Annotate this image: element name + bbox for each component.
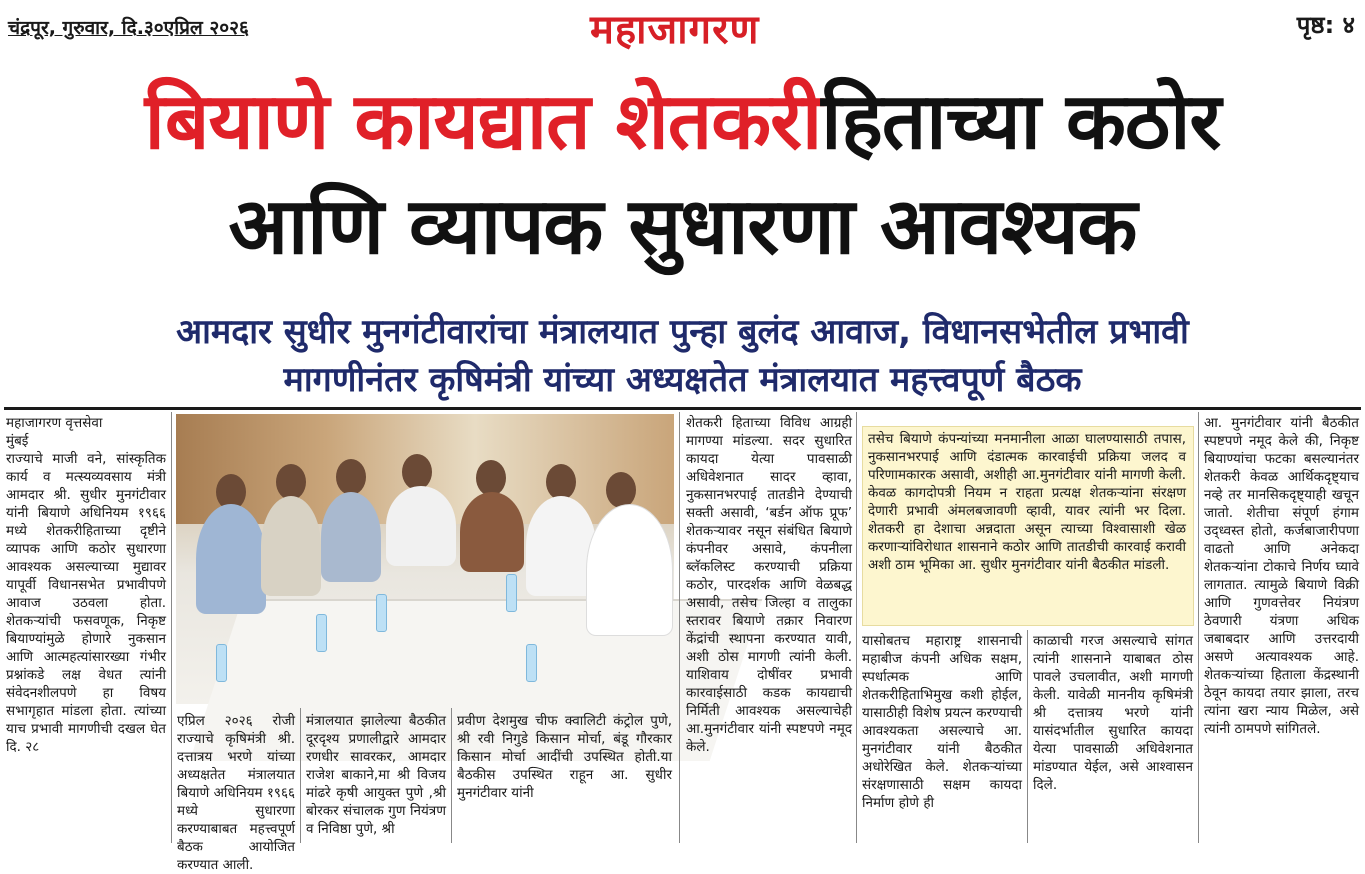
page-number: पृष्ठ: ४ — [1296, 11, 1355, 39]
photo-bottle — [506, 574, 517, 612]
column-divider — [1027, 630, 1028, 843]
column-1-text: राज्याचे माजी वने, सांस्कृतिक कार्य व मत्स्यव्यवसाय मंत्री आमदार श्री. सुधीर मुनगंटीवार यांनी बियाणे अधिनियम १९६६ मध्ये शेतकरीहिताच्या दृष्टीने व्यापक आणि कठोर सुधारणा आवश्यक असल्याच्या मुद्यावर यापूर्वी विधानसभेत प्रभावीपणे आवाज उठवला होता. शेतकऱ्यांची फसवणूक, निकृष्ट बियाण्यांमुळे होणारे नुकसान आणि आत्महत्यांसारख्या गंभीर प्रश्नांकडे लक्ष वेधत त्यांनी संवेदनशीलपणे हा विषय सभागृहात मांडला होता. त्यांच्या याच प्रभावी मागणीची दखल घेत दि. २८ — [6, 451, 166, 755]
column-2-text: एप्रिल २०२६ रोजी राज्याचे कृषिमंत्री श्री. दत्तात्रय भरणे यांच्या अध्यक्षतेत मंत्रालयात बियाणे अधिनियम १९६६ मध्ये सुधारणा करण्याबाबत महत्त्वपूर्ण बैठक आयोजित करण्यात आली. — [177, 713, 295, 873]
photo-person-body — [386, 486, 456, 566]
photo-bottle — [526, 644, 537, 682]
column-divider — [679, 412, 680, 843]
column-7-text: काळाची गरज असल्याचे सांगत त्यांनी शासनाने याबाबत ठोस पावले उचलावीत, अशी मागणी केली. यावेळी माननीय कृषिमंत्री श्री दत्तात्रय भरणे यांनी यासंदर्भातील सुधारित कायदा येत्या पावसाळी अधिवेशनात मांडण्यात येईल, असे आश्वासन दिले. — [1033, 633, 1193, 793]
photo-person-body — [460, 492, 524, 572]
column-divider — [300, 708, 301, 843]
photo-bottle — [216, 644, 227, 682]
column-divider — [856, 412, 857, 843]
column-5-text: शेतकरी हिताच्या विविध आग्रही मागण्या मांडल्या. सदर सुधारित कायदा येत्या पावसाळी अधिवेशनात सादर व्हावा, नुकसानभरपाई तातडीने देण्याची सक्ती असावी, ‘बर्डन ऑफ प्रूफ’ शेतकऱ्यावर नसून संबंधित बियाणे कंपनीवर असावे, कंपनीला ब्लॅकलिस्ट करण्याची प्रक्रिया कठोर, पारदर्शक आणि वेळबद्ध असावी, तसेच जिल्हा व तालुका स्तरावर बियाणे तक्रार निवारण केंद्रांची स्थापना करण्यात यावी, अशी ठोस मागणी त्यांनी केली. याशिवाय दोषींवर प्रभावी कारवाईसाठी कडक कायद्याची निर्मिती आवश्यक असल्याचेही आ.मुनगंटीवार यांनी स्पष्टपणे नमूद केले. — [686, 415, 852, 755]
photo-person-body — [586, 504, 673, 636]
newspaper-title: महाजागरण — [590, 6, 760, 53]
photo-person — [276, 464, 306, 500]
article-column-5 — [686, 414, 852, 844]
highlight-text: तसेच बियाणे कंपन्यांच्या मनमानीला आळा घालण्यासाठी तपास, नुकसानभरपाई आणि दंडात्मक कारवाईची प्रक्रिया जलद व परिणामकारक असावी, अशीही आ.मुनगंटीवार यांनी मागणी केली. केवळ कागदोपत्री नियम न राहता प्रत्यक्ष शेतकऱ्यांना संरक्षण देणारी प्रभावी अंमलबजावणी व्हावी, यावर त्यांनी भर दिला. शेतकरी हा देशाचा अन्नदाता असून त्याच्या विश्वासाशी खेळ करणाऱ्यांविरोधात शासनाने कठोर आणि तातडीची कारवाई करावी अशी ठाम भूमिका आ. सुधीर मुनगंटीवार यांनी बैठकीत मांडली. — [868, 431, 1186, 573]
headline-line-1 — [0, 72, 1365, 172]
photo-person — [336, 459, 366, 495]
column-6-text: यासोबतच महाराष्ट्र शासनाची महाबीज कंपनी अधिक सक्षम, स्पर्धात्मक आणि शेतकरीहिताभिमुख कशी होईल, यासाठीही विशेष प्रयत्न करण्याची आवश्यकता असल्याचे आ. मुनगंटीवार यांनी बैठकीत अधोरेखित केले. शेतकऱ्यांच्या संरक्षणासाठी सक्षम कायदा निर्माण होणे ही — [862, 633, 1022, 811]
article-column-6 — [862, 632, 1022, 844]
headline-red-text: बियाणे कायद्यात शेतकरी — [144, 77, 822, 167]
photo-person-body — [196, 504, 266, 614]
highlight-text-box — [868, 430, 1186, 620]
headline-black-text: हिताच्या कठोर — [821, 77, 1221, 167]
column-8-text: आ. मुनगंटीवार यांनी बैठकीत स्पष्टपणे नमूद केले की, निकृष्ट बियाण्यांचा फटका बसल्यानंतर शेतकरी केवळ आर्थिकदृष्ट्याच नव्हे तर मानसिकदृष्ट्याही खचून जातो. शेतीचा संपूर्ण हंगाम उद्ध्वस्त होतो, कर्जबाजारीपणा वाढतो आणि अनेकदा शेतकऱ्यांना टोकाचे निर्णय घ्यावे लागतात. त्यामुळे बियाणे विक्री आणि गुणवत्तेवर नियंत्रण ठेवणारी यंत्रणा अधिक जबाबदार आणि उत्तरदायी असणे अत्यावश्यक आहे. शेतकऱ्यांच्या हिताला केंद्रस्थानी ठेवून कायदा तयार झाला, तरच त्यांना खरा न्याय मिळेल, असे त्यांनी ठामपणे सांगितले. — [1204, 415, 1359, 737]
subheadline-line-2: मागणीनंतर कृषिमंत्री यांच्या अध्यक्षतेत मंत्रालयात महत्त्वपूर्ण बैठक — [283, 360, 1082, 400]
photo-bottle — [376, 594, 387, 632]
column-divider — [1198, 412, 1199, 843]
article-column-3 — [306, 712, 446, 844]
photo-person-body — [321, 492, 381, 582]
headline-line-2: आणि व्यापक सुधारणा आवश्यक — [228, 182, 1137, 272]
article-column-4 — [457, 712, 672, 844]
article-column-1 — [6, 414, 166, 844]
photo-person — [546, 464, 576, 500]
photo-person — [476, 460, 506, 496]
header-rule — [4, 407, 1361, 410]
dateline: चंद्रपूर, गुरुवार, दि.३०एप्रिल २०२६ — [8, 17, 249, 39]
column-divider — [171, 412, 172, 843]
column-3-text: मंत्रालयात झालेल्या बैठकीत दूरदृश्य प्रणालीद्वारे आमदार रणधीर सावरकर, आमदार राजेश बाकाने,मा श्री विजय मांढरे कृषी आयुक्त पुणे ,श्री बोरकर संचालक गुण नियंत्रण व निविष्ठा पुणे, श्री — [306, 713, 446, 837]
article-column-2 — [177, 712, 295, 873]
byline: महाजागरण वृत्तसेवा — [6, 415, 103, 431]
meeting-photo — [176, 414, 674, 704]
photo-person-body — [261, 496, 321, 596]
photo-bottle — [316, 614, 327, 652]
photo-person — [402, 454, 432, 490]
article-column-7 — [1033, 632, 1193, 844]
article-column-8 — [1204, 414, 1359, 844]
subheadline-line-1: आमदार सुधीर मुनगंटीवारांचा मंत्रालयात पुन्हा बुलंद आवाज, विधानसभेतील प्रभावी — [176, 312, 1189, 352]
column-4-text: प्रवीण देशमुख चीफ क्वालिटी कंट्रोल पुणे, श्री रवी निगुडे किसान मोर्चा, बंडू गौरकार किसान मोर्चा आदींची उपस्थित होती.या बैठकीस उपस्थित राहून आ. सुधीर मुनगंटीवार यांनी — [457, 713, 672, 801]
place: मुंबई — [6, 433, 29, 449]
photo-person — [606, 472, 636, 508]
column-divider — [451, 708, 452, 843]
